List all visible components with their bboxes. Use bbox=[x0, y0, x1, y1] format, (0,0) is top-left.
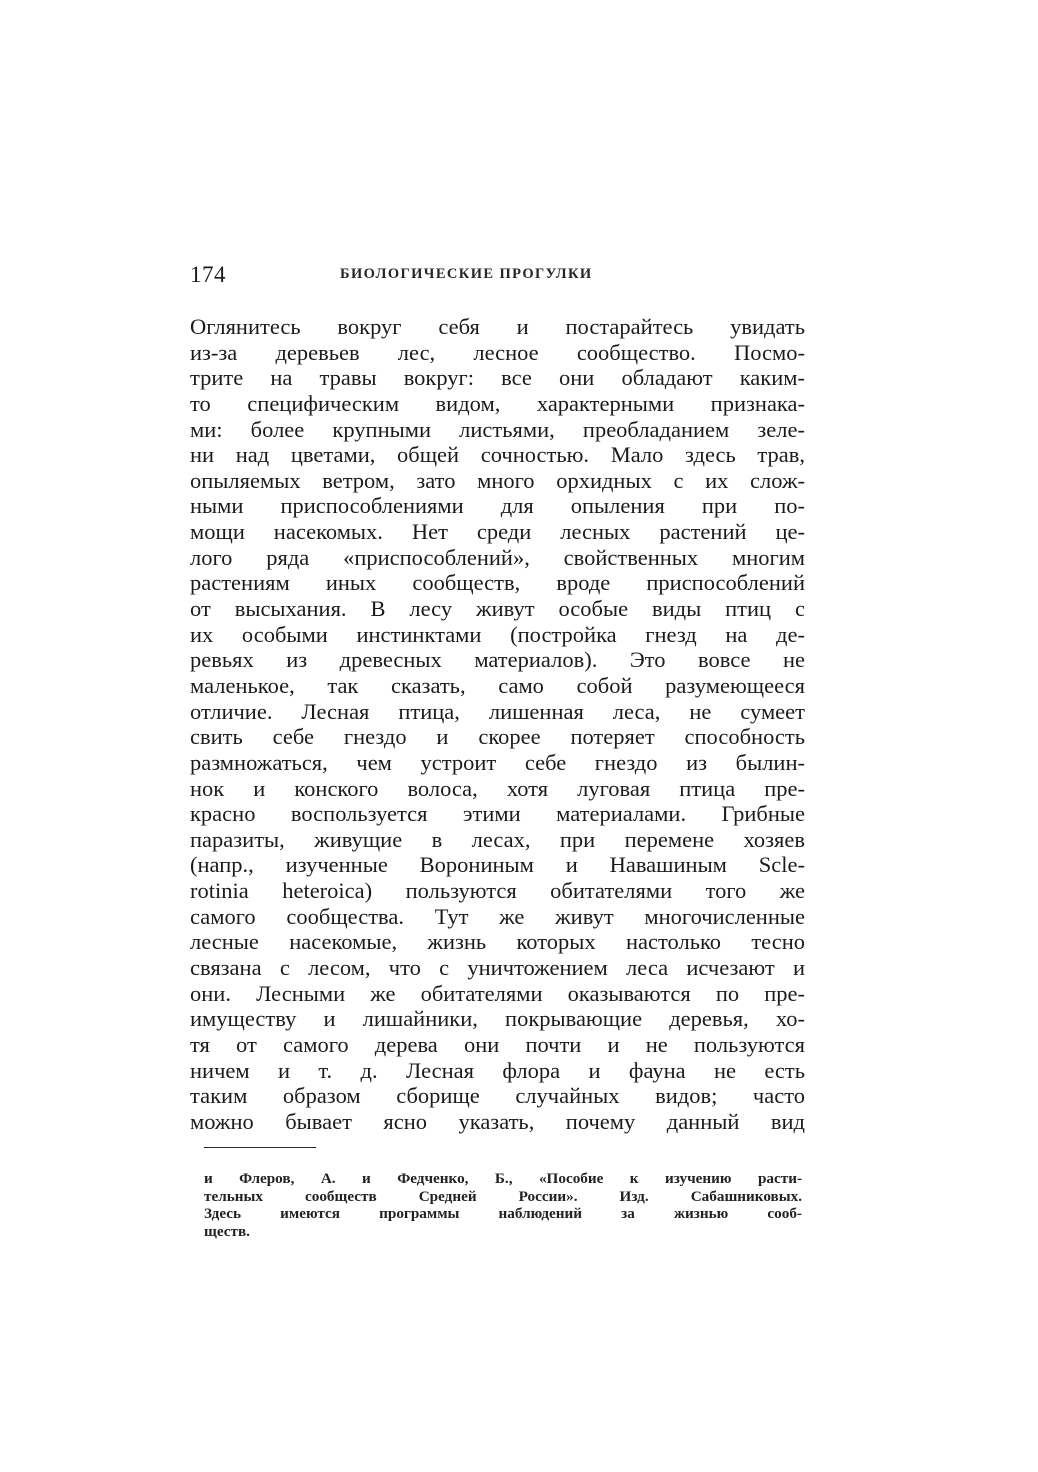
text-line: то специфическим видом, характерными признака- bbox=[190, 390, 805, 416]
text-line: ревьях из древесных материалов). Это вовсе не bbox=[190, 647, 805, 673]
footnote-line: тельных сообществ Средней России». Изд. Сабашниковых. bbox=[204, 1187, 802, 1205]
text-line: красно воспользуется этими материалами. Грибные bbox=[190, 801, 805, 827]
text-line: связана с лесом, что с уничтожением леса исчезают и bbox=[190, 955, 805, 981]
text-line: свить себе гнездо и скорее потеряет способность bbox=[190, 724, 805, 750]
text-line: тя от самого дерева они почти и не пользуются bbox=[190, 1031, 805, 1057]
footnote bbox=[204, 1170, 802, 1240]
body-text bbox=[190, 314, 805, 1135]
text-line: маленькое, так сказать, само собой разумеющееся bbox=[190, 672, 805, 698]
text-line: можно бывает ясно указать, почему данный вид bbox=[190, 1108, 805, 1134]
text-line: они. Лесными же обитателями оказываются по пре- bbox=[190, 980, 805, 1006]
text-line: Оглянитесь вокруг себя и постарайтесь увидать bbox=[190, 314, 805, 339]
text-line: трите на травы вокруг: все они обладают каким- bbox=[190, 365, 805, 391]
footnote-line: и Флеров, А. и Федченко, Б., «Пособие к изучению расти- bbox=[204, 1170, 802, 1187]
text-line: опыляемых ветром, зато много орхидных с их слож- bbox=[190, 467, 805, 493]
text-line: из-за деревьев лес, лесное сообщество. Посмо- bbox=[190, 339, 805, 365]
footnote-rule bbox=[204, 1147, 316, 1148]
text-line: (напр., изученные Ворониным и Навашиным Scle- bbox=[190, 852, 805, 878]
page-number: 174 bbox=[190, 262, 226, 287]
text-line: самого сообщества. Тут же живут многочисленные bbox=[190, 903, 805, 929]
text-line: нок и конского волоса, хотя луговая птица пре- bbox=[190, 775, 805, 801]
text-line: отличие. Лесная птица, лишенная леса, не сумеет bbox=[190, 698, 805, 724]
text-line: их особыми инстинктами (постройка гнезд на де- bbox=[190, 621, 805, 647]
text-line: таким образом сборище случайных видов; часто bbox=[190, 1083, 805, 1109]
running-head bbox=[190, 262, 805, 292]
footnote-line: ществ. bbox=[204, 1222, 250, 1240]
text-line: от высыхания. В лесу живут особые виды птиц с bbox=[190, 596, 805, 622]
text-line: паразиты, живущие в лесах, при перемене хозяев bbox=[190, 826, 805, 852]
text-line: ничем и т. д. Лесная флора и фауна не есть bbox=[190, 1057, 805, 1083]
text-line: лесные насекомые, жизнь которых настолько тесно bbox=[190, 929, 805, 955]
text-line: имуществу и лишайники, покрывающие деревья, хо- bbox=[190, 1006, 805, 1032]
text-line: лого ряда «приспособлений», свойственных многим bbox=[190, 544, 805, 570]
text-line: мощи насекомых. Нет среди лесных растений це- bbox=[190, 519, 805, 545]
text-line: размножаться, чем устроит себе гнездо из былин- bbox=[190, 749, 805, 775]
text-line: rotinia heteroica) пользуются обитателями того же bbox=[190, 878, 805, 904]
text-line: ни над цветами, общей сочностью. Мало здесь трав, bbox=[190, 442, 805, 468]
text-line: ными приспособлениями для опыления при по- bbox=[190, 493, 805, 519]
running-title: БИОЛОГИЧЕСКИЕ ПРОГУЛКИ bbox=[340, 266, 593, 282]
footnote-line: Здесь имеются программы наблюдений за жизнью сооб- bbox=[204, 1205, 802, 1222]
text-line: растениям иных сообществ, вроде приспособлений bbox=[190, 570, 805, 596]
text-line: ми: более крупными листьями, преобладанием зеле- bbox=[190, 416, 805, 442]
